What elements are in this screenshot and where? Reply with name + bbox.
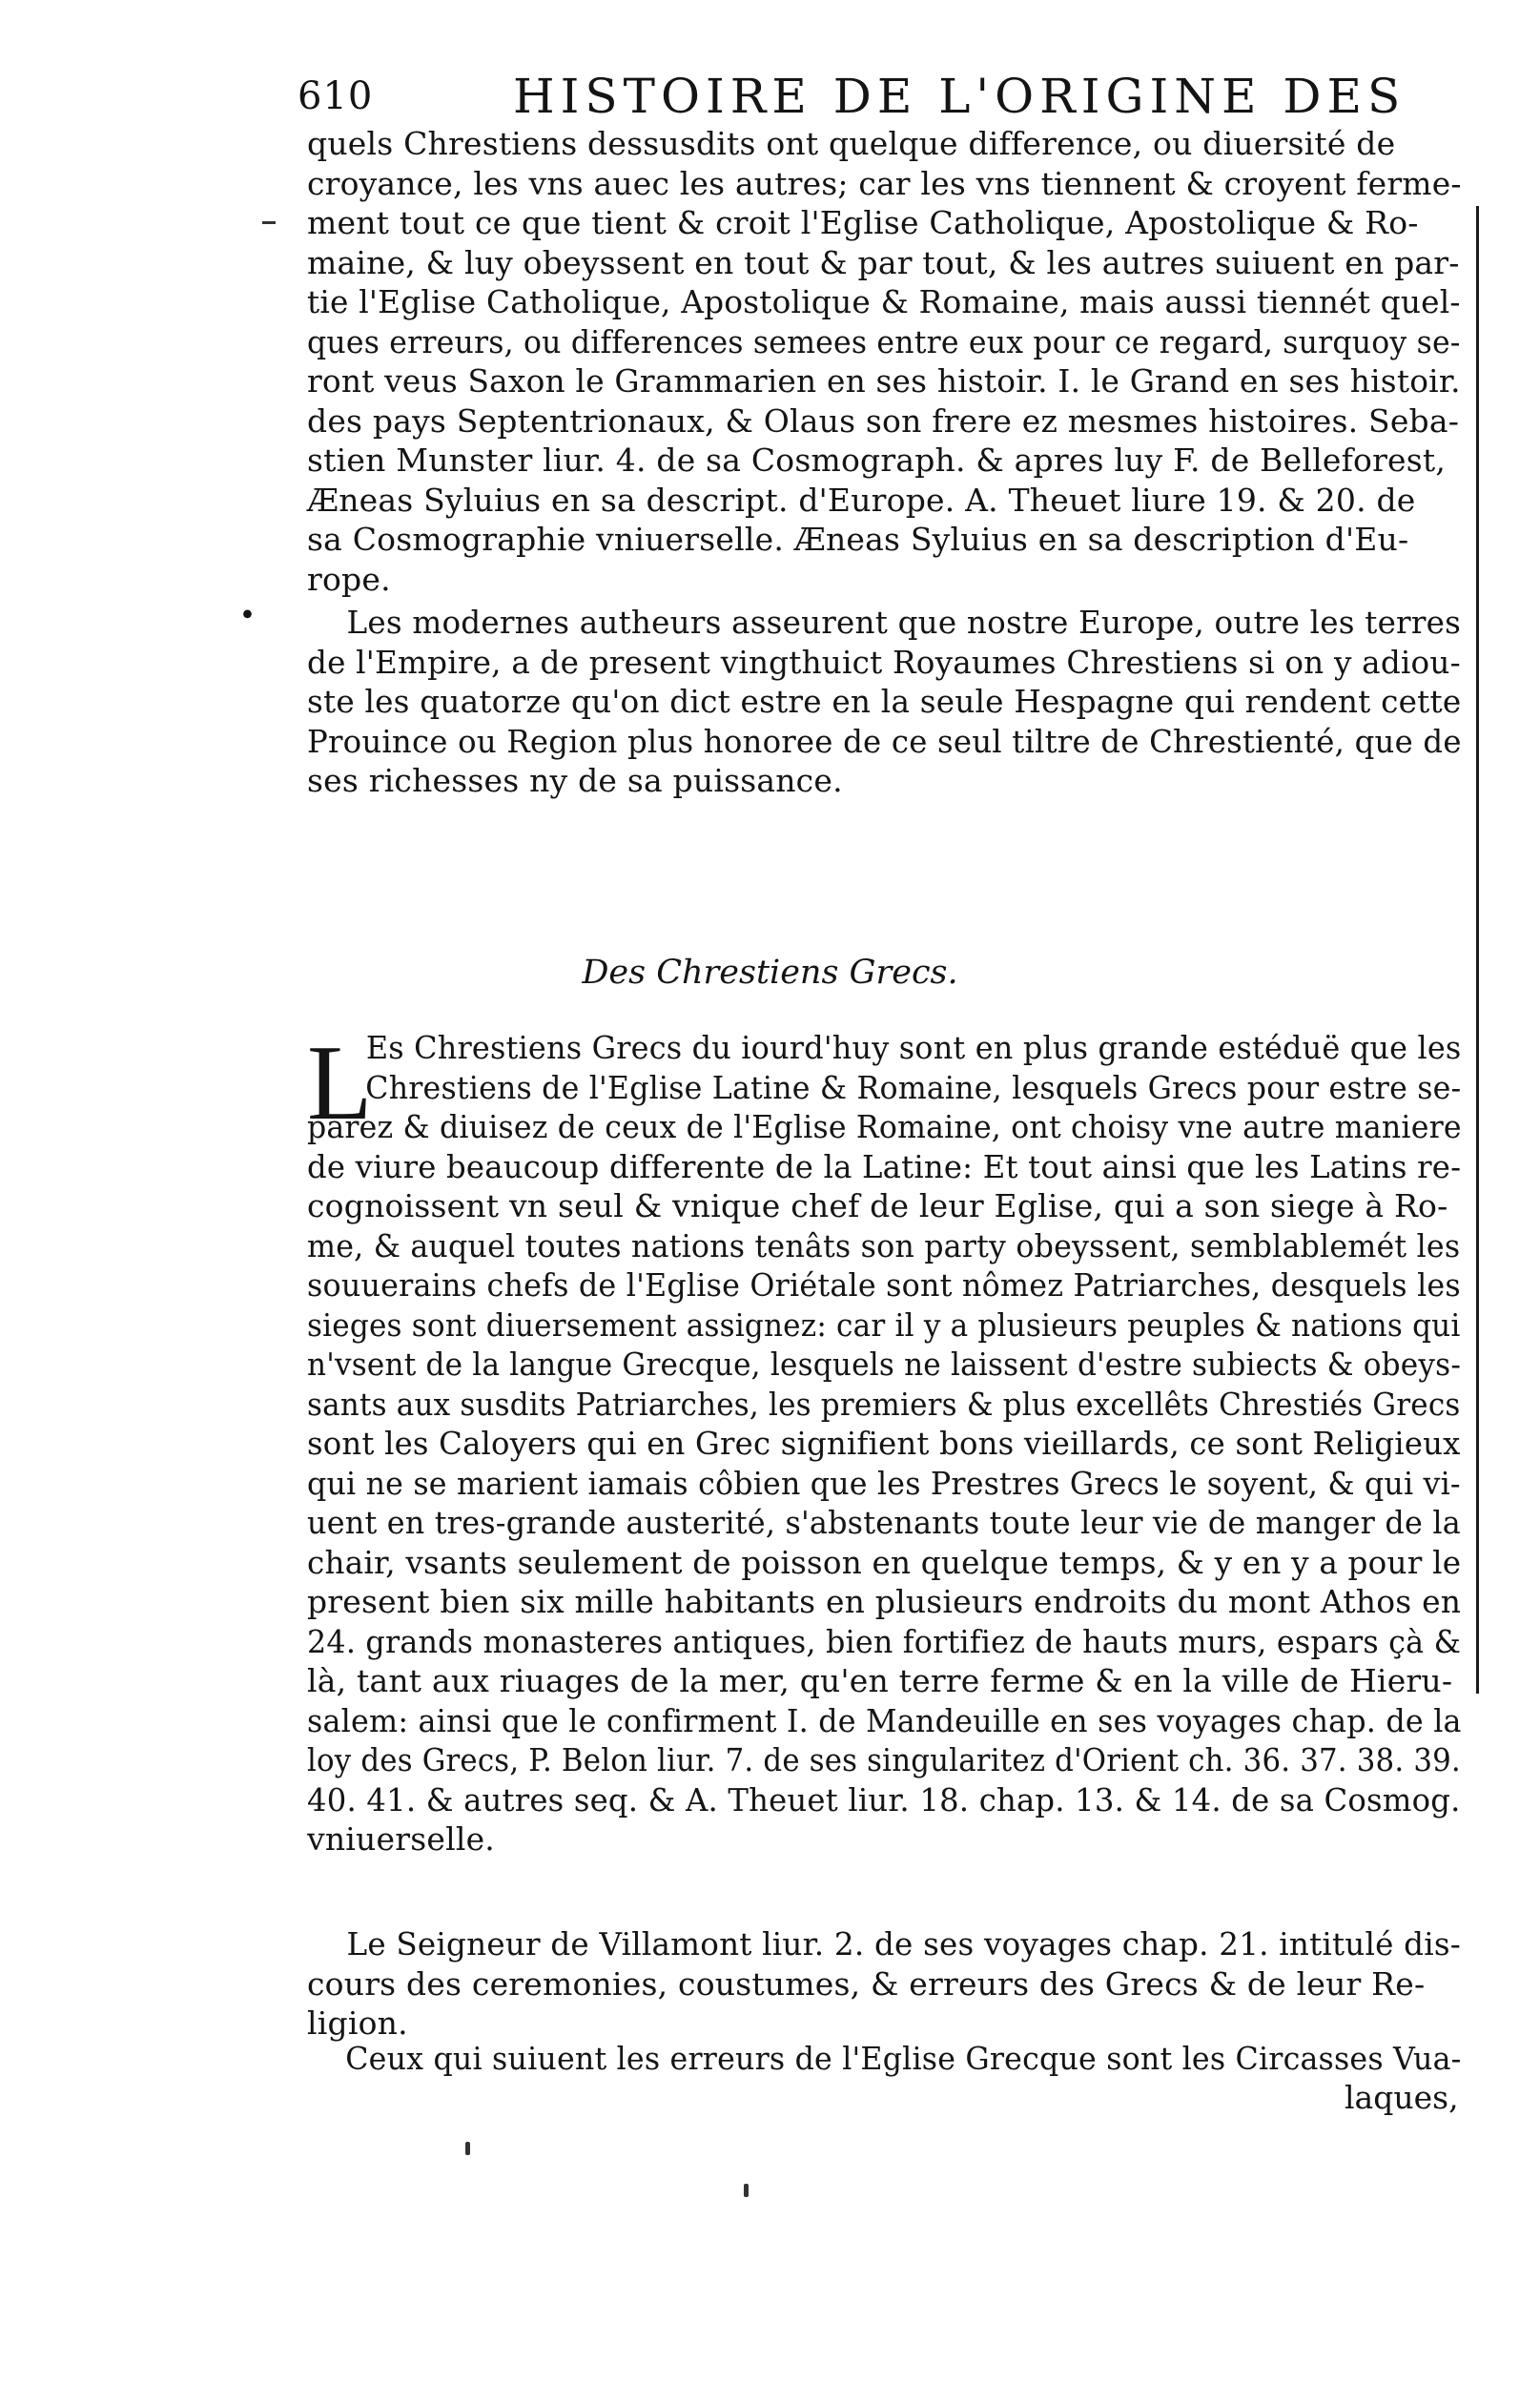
text-line: ligion. xyxy=(307,2004,408,2042)
text-line: 40. 41. & autres seq. & A. Theuet liur. 18. chap. 13. & 14. de sa Cosmog. xyxy=(307,1780,1461,1819)
text-line: present bien six mille habitants en plusieurs endroits du mont Athos en xyxy=(307,1583,1462,1620)
text-line: 24. grands monasteres antiques, bien fortifiez de hauts murs, espars çà & xyxy=(307,1622,1462,1660)
paragraph-5 xyxy=(307,2039,1462,2079)
text-line: Les modernes autheurs asseurent que nostre Europe, outre les terres xyxy=(346,604,1462,641)
ink-speck xyxy=(744,2184,749,2197)
drop-cap: L xyxy=(307,1024,373,1142)
text-line: chair, vsants seulement de poisson en quelque temps, & y en y a pour le xyxy=(307,1543,1462,1581)
text-line: sont les Caloyers qui en Grec signifient bons vieillards, ce sont Religieux xyxy=(307,1425,1461,1462)
text-line: quels Chrestiens dessusdits ont quelque difference, ou diuersité de xyxy=(307,125,1396,162)
paragraph-1 xyxy=(307,124,1462,599)
text-line: ment tout ce que tient & croit l'Eglise Catholique, Apostolique & Ro- xyxy=(307,204,1419,241)
paragraph-4 xyxy=(307,1924,1462,2044)
text-line: Es Chrestiens Grecs du iourd'huy sont en plus grande estéduë que les xyxy=(365,1029,1462,1066)
paragraph-2 xyxy=(307,603,1462,801)
running-head xyxy=(298,69,1407,126)
page-edge-rule xyxy=(1476,206,1479,1694)
text-line: ste les quatorze qu'on dict estre en la seule Hespagne qui rendent cette xyxy=(307,683,1462,720)
text-line: Le Seigneur de Villamont liur. 2. de ses voyages chap. 21. intitulé dis- xyxy=(346,1925,1462,1963)
text-line: uent en tres-grande austerité, s'abstenants toute leur vie de manger de la xyxy=(307,1504,1461,1541)
text-line: de viure beaucoup differente de la Latine: Et tout ainsi que les Latins re- xyxy=(307,1147,1462,1185)
text-line: ses richesses ny de sa puissance. xyxy=(307,762,843,799)
text-line: cours des ceremonies, coustumes, & erreurs des Grecs & de leur Re- xyxy=(307,1964,1426,2003)
text-line: n'vsent de la langue Grecque, lesquels ne laissent d'estre subiects & obeys- xyxy=(307,1346,1462,1383)
text-line: Prouince ou Region plus honoree de ce seul tiltre de Chrestienté, que de xyxy=(307,722,1462,760)
page-number: 610 xyxy=(298,74,374,118)
text-line: rope. xyxy=(307,560,391,598)
paragraph-3 xyxy=(307,1024,1462,1860)
text-line: Æneas Syluius en sa descript. d'Europe. A. Theuet liure 19. & 20. de xyxy=(307,481,1416,519)
section-heading: Des Chrestiens Grecs. xyxy=(582,954,958,992)
margin-ink-mark: • xyxy=(236,597,260,634)
text-line: là, tant aux riuages de la mer, qu'en terre ferme & en la ville de Hieru- xyxy=(307,1662,1453,1699)
text-line: qui ne se marient iamais côbien que les Prestres Grecs le soyent, & qui vi- xyxy=(307,1464,1461,1502)
text-line: sieges sont diuersement assignez: car il y a plusieurs peuples & nations qui xyxy=(307,1305,1461,1344)
catchword: laques, xyxy=(1345,2079,1459,2116)
text-line: me, & auquel toutes nations tenâts son party obeyssent, semblablemét les xyxy=(307,1226,1461,1264)
text-line: des pays Septentrionaux, & Olaus son frere ez mesmes histoires. Seba- xyxy=(307,401,1460,440)
text-line: sa Cosmographie vniuerselle. Æneas Syluius en sa description d'Eu- xyxy=(307,521,1409,558)
text-line: sants aux susdits Patriarches, les premiers & plus excellêts Chrestiés Grecs xyxy=(307,1385,1461,1423)
text-line: loy des Grecs, P. Belon liur. 7. de ses singularitez d'Orient ch. 36. 37. 38. 39. xyxy=(307,1741,1461,1778)
ink-speck xyxy=(465,2142,470,2155)
text-line: salem: ainsi que le confirment I. de Mandeuille en ses voyages chap. de la xyxy=(307,1701,1462,1739)
text-line: Ceux qui suiuent les erreurs de l'Eglise Grecque sont les Circasses Vua- xyxy=(345,2040,1462,2077)
text-line: souuerains chefs de l'Eglise Oriétale sont nômez Patriarches, desquels les xyxy=(307,1266,1461,1304)
text-line: parez & diuisez de ceux de l'Eglise Romaine, ont choisy vne autre maniere xyxy=(307,1108,1462,1145)
text-line: de l'Empire, a de present vingthuict Royaumes Chrestiens si on y adiou- xyxy=(307,643,1461,681)
running-title: HISTOIRE DE L'ORIGINE DES xyxy=(513,69,1407,124)
text-line: vniuerselle. xyxy=(307,1820,496,1858)
text-line: ques erreurs, ou differences semees entre eux pour ce regard, surquoy se- xyxy=(307,322,1461,360)
margin-dash-mark xyxy=(262,221,276,224)
text-line: stien Munster liur. 4. de sa Cosmograph. & apres luy F. de Belleforest, xyxy=(307,442,1447,479)
text-line: croyance, les vns auec les autres; car les vns tiennent & croyent ferme- xyxy=(307,164,1462,202)
text-line: ront veus Saxon le Grammarien en ses histoir. I. le Grand en ses histoir. xyxy=(307,362,1461,400)
text-line: cognoissent vn seul & vnique chef de leur Eglise, qui a son siege à Ro- xyxy=(307,1187,1448,1224)
text-line: maine, & luy obeyssent en tout & par tout, & les autres suiuent en par- xyxy=(307,243,1460,281)
text-line: Chrestiens de l'Eglise Latine & Romaine, lesquels Grecs pour estre se- xyxy=(365,1068,1462,1106)
text-line: tie l'Eglise Catholique, Apostolique & Romaine, mais aussi tiennét quel- xyxy=(307,283,1461,320)
